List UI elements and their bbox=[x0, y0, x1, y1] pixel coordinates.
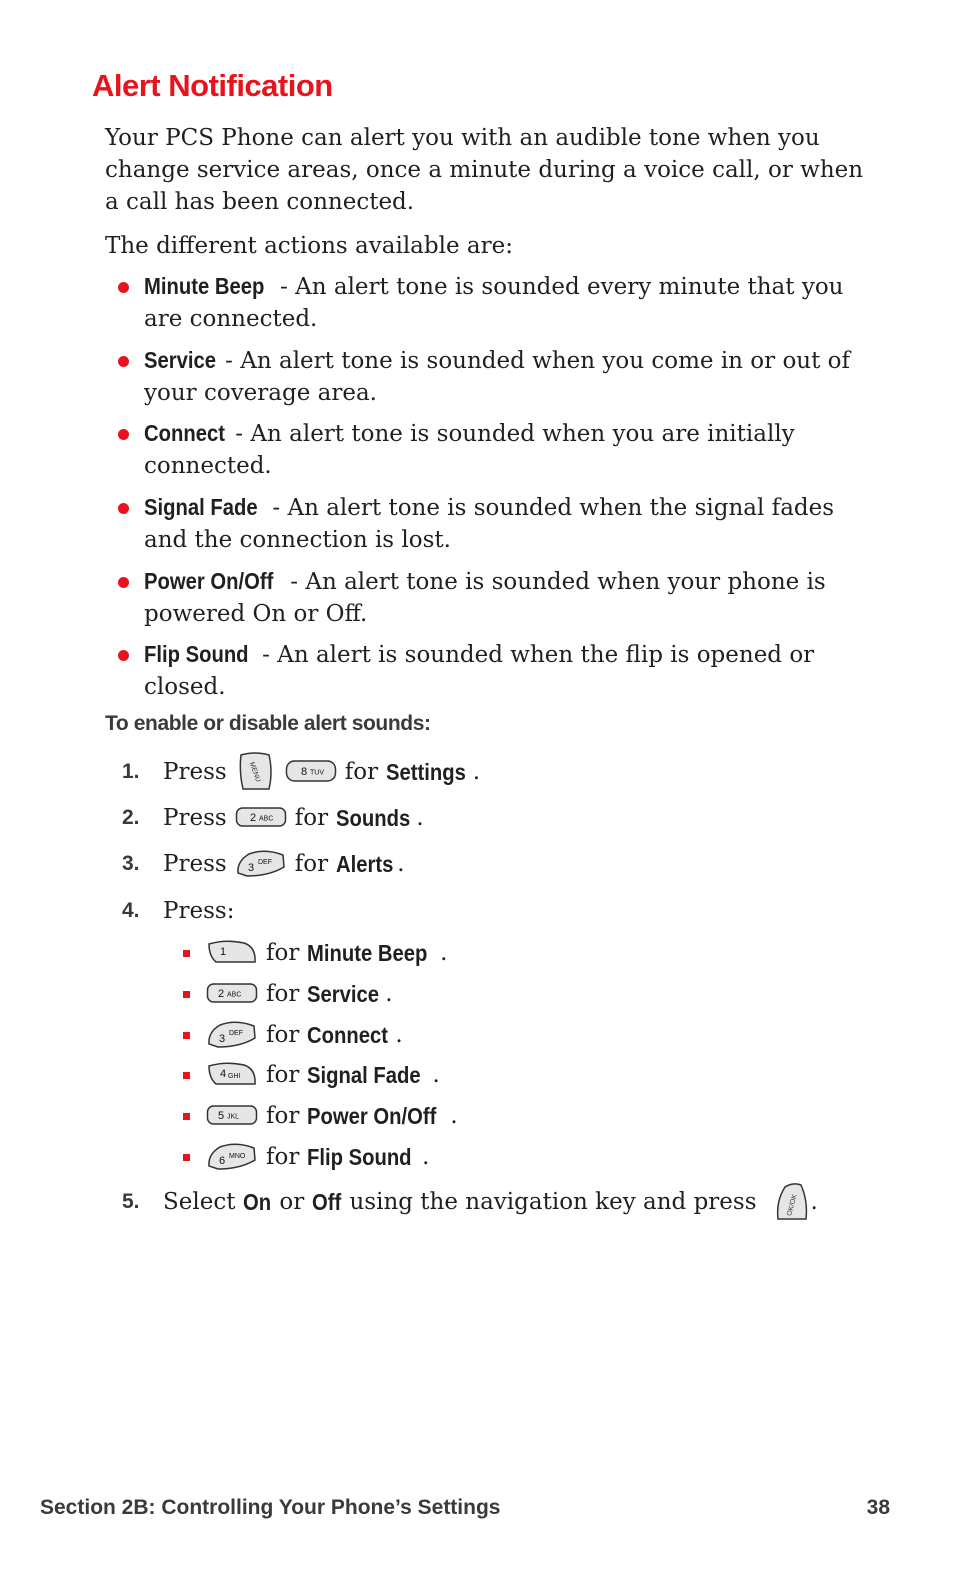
key-2-icon bbox=[206, 981, 258, 1007]
period: . bbox=[450, 1103, 458, 1129]
key-3-icon bbox=[206, 1020, 258, 1050]
press-word: Press bbox=[163, 805, 227, 831]
bullet-dot bbox=[118, 650, 129, 661]
svg-text:1: 1 bbox=[220, 946, 227, 958]
svg-text:ABC: ABC bbox=[258, 815, 274, 823]
step-target: Alerts bbox=[336, 851, 394, 877]
action-item bbox=[116, 417, 866, 482]
action-item bbox=[116, 344, 866, 409]
option-item bbox=[183, 936, 783, 970]
step-number: 5. bbox=[122, 1190, 140, 1213]
step-number: 1. bbox=[122, 760, 140, 783]
bullet-dot bbox=[118, 577, 129, 588]
period: . bbox=[395, 1022, 403, 1048]
period: . bbox=[432, 1062, 440, 1088]
action-desc: - An alert tone is sounded when you are initially connected. bbox=[144, 421, 795, 480]
key-1-icon bbox=[206, 938, 258, 968]
svg-text:TUV: TUV bbox=[309, 769, 324, 777]
step-target: Sounds bbox=[336, 805, 411, 831]
option-label: Connect bbox=[307, 1022, 389, 1048]
bullet-dot bbox=[118, 356, 129, 367]
for-word: for bbox=[266, 940, 300, 966]
action-desc: - An alert tone is sounded when your phone is powered On or Off. bbox=[144, 568, 826, 627]
bullet-dot bbox=[118, 282, 129, 293]
ok-key-icon bbox=[773, 1181, 811, 1223]
option-label: Power On/Off bbox=[307, 1103, 437, 1129]
period: . bbox=[385, 981, 393, 1007]
period: . bbox=[422, 1144, 430, 1170]
actions-list bbox=[116, 270, 866, 712]
option-item bbox=[183, 1099, 783, 1133]
period: . bbox=[440, 940, 448, 966]
action-desc: - An alert tone is sounded when you come in or out of your coverage area. bbox=[144, 347, 851, 406]
step-3 bbox=[122, 846, 882, 882]
square-bullet bbox=[183, 1032, 190, 1039]
svg-text:2: 2 bbox=[249, 812, 256, 824]
svg-text:5: 5 bbox=[218, 1110, 225, 1122]
key-8-icon bbox=[285, 759, 337, 785]
key-6-icon bbox=[206, 1142, 258, 1172]
action-desc: - An alert tone is sounded every minute that you are connected. bbox=[144, 274, 844, 332]
for-word: for bbox=[294, 851, 329, 877]
option-item bbox=[183, 1140, 783, 1174]
step-number: 2. bbox=[122, 806, 140, 829]
action-term: Connect bbox=[144, 420, 225, 447]
option-label: Minute Beep bbox=[307, 940, 428, 966]
page-title: Alert Notification bbox=[92, 68, 333, 103]
square-bullet bbox=[183, 1072, 190, 1079]
square-bullet bbox=[183, 991, 190, 998]
option-item bbox=[183, 1058, 783, 1092]
step-target: Settings bbox=[386, 759, 466, 785]
svg-text:4: 4 bbox=[220, 1068, 227, 1080]
square-bullet bbox=[183, 1154, 190, 1161]
action-term: Power On/Off bbox=[144, 567, 274, 594]
for-word: for bbox=[266, 1144, 300, 1170]
or-word: or bbox=[279, 1189, 305, 1215]
off-option: Off bbox=[312, 1189, 342, 1215]
actions-intro: The different actions available are: bbox=[105, 233, 513, 259]
select-word: Select bbox=[163, 1189, 236, 1215]
svg-text:6: 6 bbox=[219, 1155, 226, 1167]
action-item bbox=[116, 270, 866, 335]
nav-instruction: using the navigation key and press bbox=[349, 1189, 757, 1215]
svg-text:JKL: JKL bbox=[227, 1113, 240, 1121]
action-desc: - An alert tone is sounded when the signal fades and the connection is lost. bbox=[144, 495, 835, 554]
svg-text:MNO: MNO bbox=[229, 1153, 246, 1160]
for-word: for bbox=[266, 981, 300, 1007]
page-footer bbox=[40, 1496, 890, 1526]
option-label: Service bbox=[307, 981, 380, 1007]
action-item bbox=[116, 491, 866, 556]
for-word: for bbox=[344, 759, 379, 785]
procedure-heading: To enable or disable alert sounds: bbox=[105, 712, 431, 735]
action-term: Signal Fade bbox=[144, 494, 258, 521]
intro-paragraph: Your PCS Phone can alert you with an audible tone when you change service areas, once a minute during a voice call, or when a call has been connected. bbox=[105, 125, 864, 215]
option-item bbox=[183, 977, 783, 1011]
on-option: On bbox=[243, 1189, 272, 1215]
action-term: Flip Sound bbox=[144, 641, 249, 668]
step-number: 4. bbox=[122, 899, 140, 922]
action-term: Service bbox=[144, 346, 217, 373]
period: . bbox=[397, 851, 405, 877]
for-word: for bbox=[266, 1022, 300, 1048]
bullet-dot bbox=[118, 503, 129, 514]
press-word: Press bbox=[163, 759, 227, 785]
svg-text:MENU: MENU bbox=[247, 761, 262, 784]
svg-text:2: 2 bbox=[218, 988, 225, 1000]
for-word: for bbox=[294, 805, 329, 831]
option-label: Signal Fade bbox=[307, 1062, 421, 1088]
step-4 bbox=[122, 893, 882, 929]
step-5 bbox=[122, 1184, 882, 1224]
svg-text:ABC: ABC bbox=[227, 991, 242, 999]
option-label: Flip Sound bbox=[307, 1144, 412, 1170]
key-5-icon bbox=[206, 1103, 258, 1129]
action-desc: - An alert is sounded when the flip is opened or closed. bbox=[144, 642, 815, 701]
press-word: Press: bbox=[163, 898, 235, 924]
svg-text:DEF: DEF bbox=[257, 859, 272, 866]
square-bullet bbox=[183, 950, 190, 957]
step-1 bbox=[122, 754, 882, 790]
option-item bbox=[183, 1018, 783, 1052]
step-2 bbox=[122, 800, 882, 836]
svg-text:8: 8 bbox=[300, 766, 307, 778]
period: . bbox=[472, 759, 481, 785]
key-3-icon bbox=[235, 849, 287, 879]
period: . bbox=[810, 1189, 818, 1215]
action-item bbox=[116, 565, 866, 630]
period: . bbox=[416, 805, 424, 831]
action-item bbox=[116, 638, 866, 703]
svg-text:DEF: DEF bbox=[229, 1030, 243, 1037]
bullet-dot bbox=[118, 429, 129, 440]
step-number: 3. bbox=[122, 852, 140, 875]
for-word: for bbox=[266, 1062, 300, 1088]
page-number: 38 bbox=[866, 1496, 890, 1519]
footer-section-title: Section 2B: Controlling Your Phone’s Settings bbox=[40, 1496, 501, 1519]
svg-text:3: 3 bbox=[247, 862, 254, 874]
for-word: for bbox=[266, 1103, 300, 1129]
square-bullet bbox=[183, 1113, 190, 1120]
svg-text:3: 3 bbox=[219, 1033, 226, 1045]
press-word: Press bbox=[163, 851, 227, 877]
action-term: Minute Beep bbox=[144, 273, 265, 299]
key-4-icon bbox=[206, 1060, 258, 1090]
key-2-icon bbox=[235, 805, 287, 831]
menu-key-icon bbox=[235, 752, 277, 792]
svg-text:OK/OK: OK/OK bbox=[785, 1193, 799, 1217]
svg-text:GHI: GHI bbox=[228, 1073, 241, 1080]
